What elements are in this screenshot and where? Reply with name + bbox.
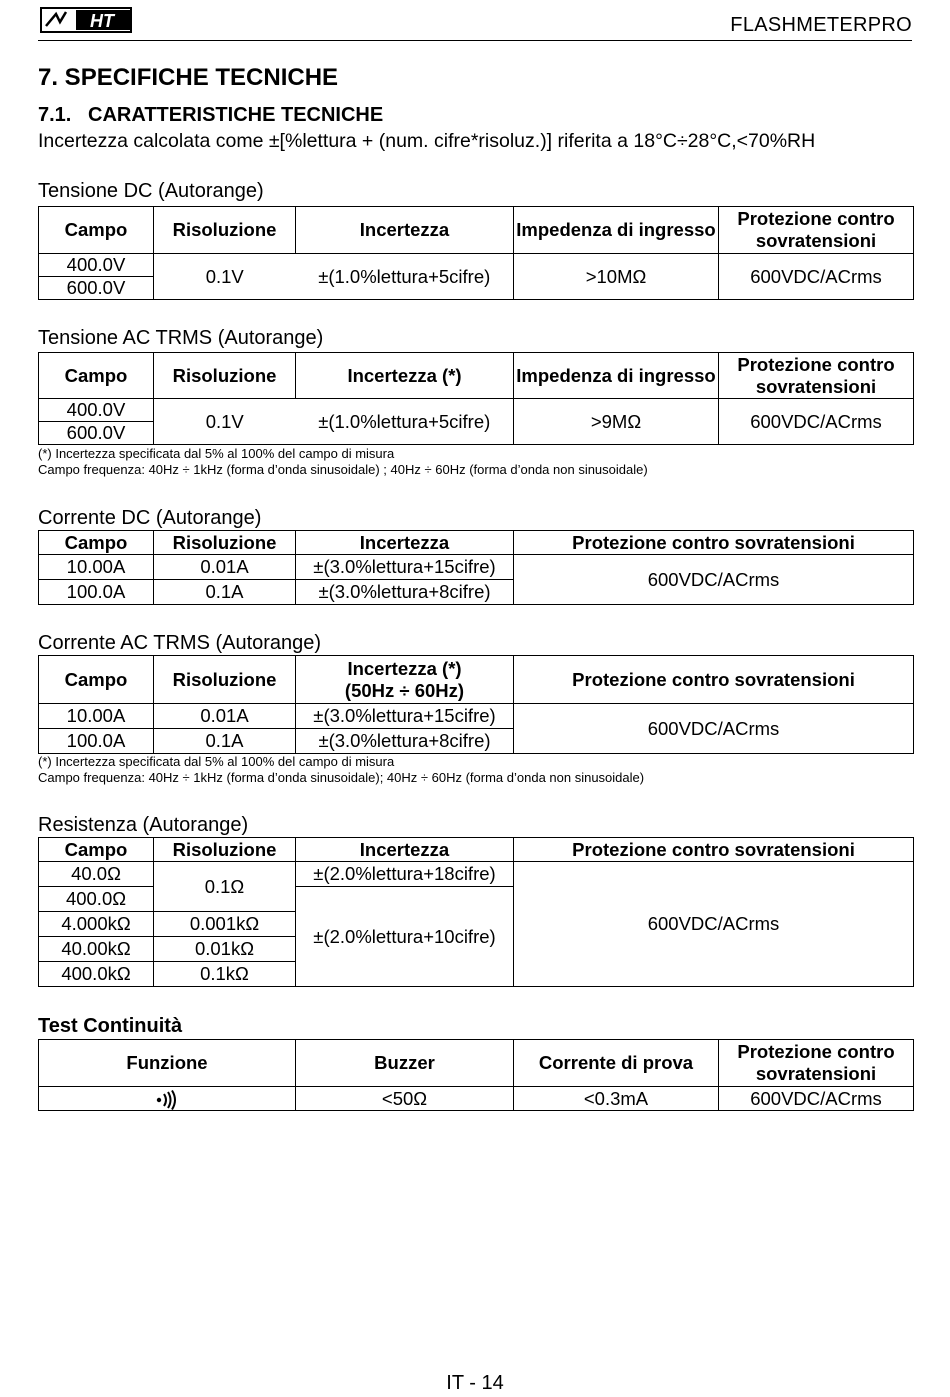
col-protezione: Protezione contro sovratensioni xyxy=(719,353,914,399)
col-protezione: Protezione contro sovratensioni xyxy=(514,656,914,704)
dc-current-table xyxy=(38,530,914,605)
ac-voltage-note-2: Campo frequenza: 40Hz ÷ 1kHz (forma d’onda sinusoidale) ; 40Hz ÷ 60Hz (forma d’onda non sinusoidale) xyxy=(38,462,648,477)
range-cell: 100.0A xyxy=(39,580,154,605)
continuity-table xyxy=(38,1039,914,1111)
range-cell: 100.0A xyxy=(39,729,154,754)
ht-logo xyxy=(40,6,132,34)
logo-text: HT xyxy=(90,11,114,31)
uncertainty-cell: ±(3.0%lettura+15cifre) xyxy=(296,704,514,729)
ac-current-table xyxy=(38,655,914,754)
col-risoluzione: Risoluzione xyxy=(154,656,296,704)
range-cell: 10.00A xyxy=(39,704,154,729)
ac-current-note-2: Campo frequenza: 40Hz ÷ 1kHz (forma d’onda sinusoidale); 40Hz ÷ 60Hz (forma d’onda non sinusoidale) xyxy=(38,770,645,785)
resolution-cell: 0.1V xyxy=(154,254,296,300)
range-cell: 600.0V xyxy=(39,277,154,300)
uncertainty-cell: ±(1.0%lettura+5cifre) xyxy=(296,399,514,445)
range-cell: 40.00kΩ xyxy=(39,937,154,962)
ac-current-note-1: (*) Incertezza specificata dal 5% al 100% del campo di misura xyxy=(38,754,395,769)
uncertainty-cell: ±(2.0%lettura+10cifre) xyxy=(296,887,514,987)
col-corrente: Corrente di prova xyxy=(514,1040,719,1087)
range-cell: 400.0kΩ xyxy=(39,962,154,987)
uncertainty-cell: ±(1.0%lettura+5cifre) xyxy=(296,254,514,300)
dc-current-title: Corrente DC (Autorange) xyxy=(38,507,262,529)
intro-text: Incertezza calcolata come ±[%lettura + (num. cifre*risoluz.)] riferita a 18°C÷28°C,<70%RH xyxy=(38,130,816,152)
buzzer-icon xyxy=(155,1090,179,1110)
col-campo: Campo xyxy=(39,207,154,254)
dc-voltage-title: Tensione DC (Autorange) xyxy=(38,180,264,202)
resolution-cell: 0.001kΩ xyxy=(154,912,296,937)
col-risoluzione: Risoluzione xyxy=(154,207,296,254)
uncertainty-cell: ±(3.0%lettura+15cifre) xyxy=(296,555,514,580)
resolution-cell: 0.1A xyxy=(154,729,296,754)
range-cell: 40.0Ω xyxy=(39,862,154,887)
test-current-cell: <0.3mA xyxy=(514,1087,719,1111)
resolution-cell: 0.01A xyxy=(154,555,296,580)
section-title: 7. SPECIFICHE TECNICHE xyxy=(38,64,339,91)
col-protezione: Protezione contro sovratensioni xyxy=(514,531,914,555)
resistance-table xyxy=(38,837,914,987)
continuity-title: Test Continuità xyxy=(38,1015,183,1037)
col-impedenza: Impedenza di ingresso xyxy=(514,207,719,254)
col-protezione: Protezione contro sovratensioni xyxy=(719,1040,914,1087)
col-campo: Campo xyxy=(39,838,154,862)
resolution-cell: 0.1Ω xyxy=(154,862,296,912)
ac-voltage-note-1: (*) Incertezza specificata dal 5% al 100% del campo di misura xyxy=(38,446,395,461)
range-cell: 400.0Ω xyxy=(39,887,154,912)
subsection-title: 7.1. CARATTERISTICHE TECNICHE xyxy=(38,104,384,126)
ac-voltage-table xyxy=(38,352,914,445)
protection-cell: 600VDC/ACrms xyxy=(719,254,914,300)
col-impedenza: Impedenza di ingresso xyxy=(514,353,719,399)
ac-voltage-title: Tensione AC TRMS (Autorange) xyxy=(38,327,324,349)
range-cell: 400.0V xyxy=(39,254,154,277)
col-protezione: Protezione contro sovratensioni xyxy=(514,838,914,862)
col-risoluzione: Risoluzione xyxy=(154,353,296,399)
header-rule xyxy=(38,40,912,41)
range-cell: 4.000kΩ xyxy=(39,912,154,937)
col-campo: Campo xyxy=(39,656,154,704)
uncertainty-cell: ±(3.0%lettura+8cifre) xyxy=(296,729,514,754)
protection-cell: 600VDC/ACrms xyxy=(514,862,914,987)
col-funzione: Funzione xyxy=(39,1040,296,1087)
impedance-cell: >9MΩ xyxy=(514,399,719,445)
dc-voltage-table xyxy=(38,206,914,300)
range-cell: 10.00A xyxy=(39,555,154,580)
col-risoluzione: Risoluzione xyxy=(154,531,296,555)
uncertainty-cell: ±(2.0%lettura+18cifre) xyxy=(296,862,514,887)
resolution-cell: 0.01kΩ xyxy=(154,937,296,962)
col-risoluzione: Risoluzione xyxy=(154,838,296,862)
buzzer-cell: <50Ω xyxy=(296,1087,514,1111)
ac-current-title: Corrente AC TRMS (Autorange) xyxy=(38,632,322,654)
protection-cell: 600VDC/ACrms xyxy=(719,1087,914,1111)
col-buzzer: Buzzer xyxy=(296,1040,514,1087)
protection-cell: 600VDC/ACrms xyxy=(514,555,914,605)
impedance-cell: >10MΩ xyxy=(514,254,719,300)
col-protezione: Protezione contro sovratensioni xyxy=(719,207,914,254)
protection-cell: 600VDC/ACrms xyxy=(514,704,914,754)
col-campo: Campo xyxy=(39,353,154,399)
page-number: IT - 14 xyxy=(446,1372,504,1394)
col-incertezza: Incertezza xyxy=(296,838,514,862)
model-name: FLASHMETERPRO xyxy=(730,14,912,36)
resolution-cell: 0.1A xyxy=(154,580,296,605)
resolution-cell: 0.1V xyxy=(154,399,296,445)
resolution-cell: 0.1kΩ xyxy=(154,962,296,987)
col-incertezza: Incertezza xyxy=(296,531,514,555)
resolution-cell: 0.01A xyxy=(154,704,296,729)
resistance-title: Resistenza (Autorange) xyxy=(38,814,249,836)
col-incertezza: Incertezza (*) (50Hz ÷ 60Hz) xyxy=(296,656,514,704)
protection-cell: 600VDC/ACrms xyxy=(719,399,914,445)
range-cell: 400.0V xyxy=(39,399,154,422)
function-cell xyxy=(39,1087,296,1111)
col-incertezza: Incertezza (*) xyxy=(296,353,514,399)
uncertainty-cell: ±(3.0%lettura+8cifre) xyxy=(296,580,514,605)
col-campo: Campo xyxy=(39,531,154,555)
range-cell: 600.0V xyxy=(39,422,154,445)
col-incertezza: Incertezza xyxy=(296,207,514,254)
